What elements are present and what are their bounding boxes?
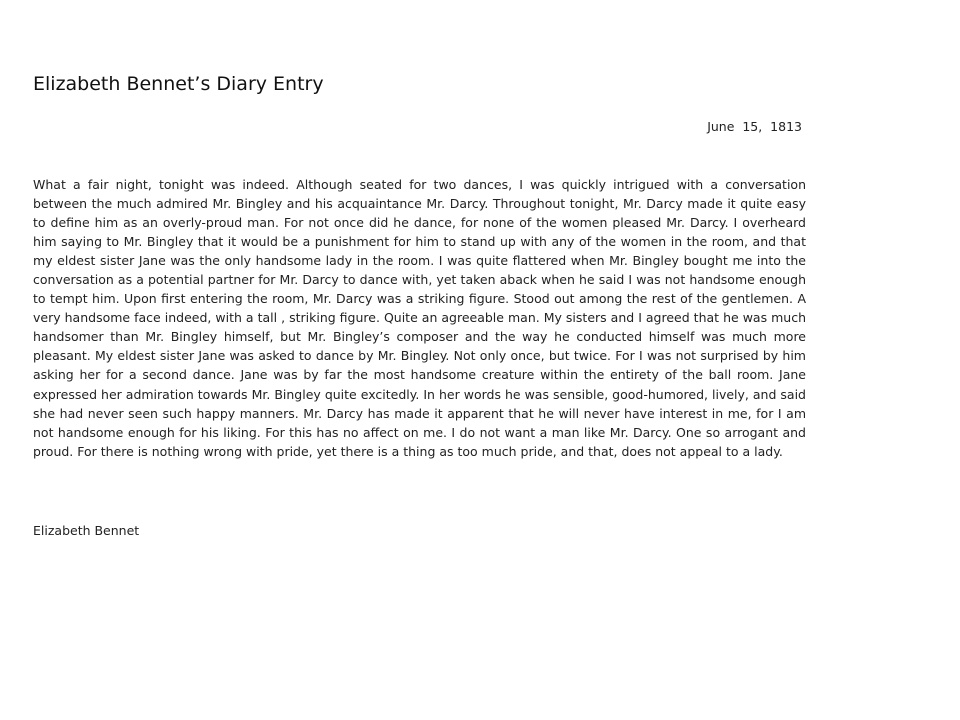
diary-body-text: What a fair night, tonight was indeed. Although seated for two dances, I was quickly intrigued with a conversation between the much admired Mr. Bingley and his acquaintance Mr. Darcy. Throughout tonight, Mr. Darcy made it quite easy to define him as an overly-proud man. For not once did he dance, for none of the women pleased Mr. Darcy. I overheard him saying to Mr. Bingley that it would be a punishment for him to stand up with any of the women in the room, and that my eldest sister Jane was the only handsome lady in the room. I was quite flattered when Mr. Bingley bought me into the conversation as a potential partner for Mr. Darcy to dance with, yet taken aback when he said I was not handsome enough to tempt him. Upon first entering the room, Mr. Darcy was a striking figure. Stood out among the rest of the gentlemen. A very handsome face indeed, with a tall , striking figure. Quite an agreeable man. My sisters and I agreed that he was much handsomer than Mr. Bingley himself, but Mr. Bingley’s composer and the way he conducted himself was much more pleasant. My eldest sister Jane was asked to dance by Mr. Bingley. Not only once, but twice. For I was not surprised by him asking her for a second dance. Jane was by far the most handsome creature within the entirety of the ball room. Jane expressed her admiration towards Mr. Bingley quite excitedly. In her words he was sensible, good-humored, lively, and said she had never seen such happy manners. Mr. Darcy has made it apparent that he will never have interest in me, for I am not handsome enough for his liking. For this has no affect on me. I do not want a man like Mr. Darcy. One so arrogant and proud. For there is nothing wrong with pride, yet there is a thing as too much pride, and that, does not appeal to a lady. [33, 177, 806, 459]
page-title: Elizabeth Bennet’s Diary Entry [33, 73, 324, 95]
signature: Elizabeth Bennet [33, 523, 140, 538]
entry-date: June 15, 1813 [707, 119, 802, 134]
